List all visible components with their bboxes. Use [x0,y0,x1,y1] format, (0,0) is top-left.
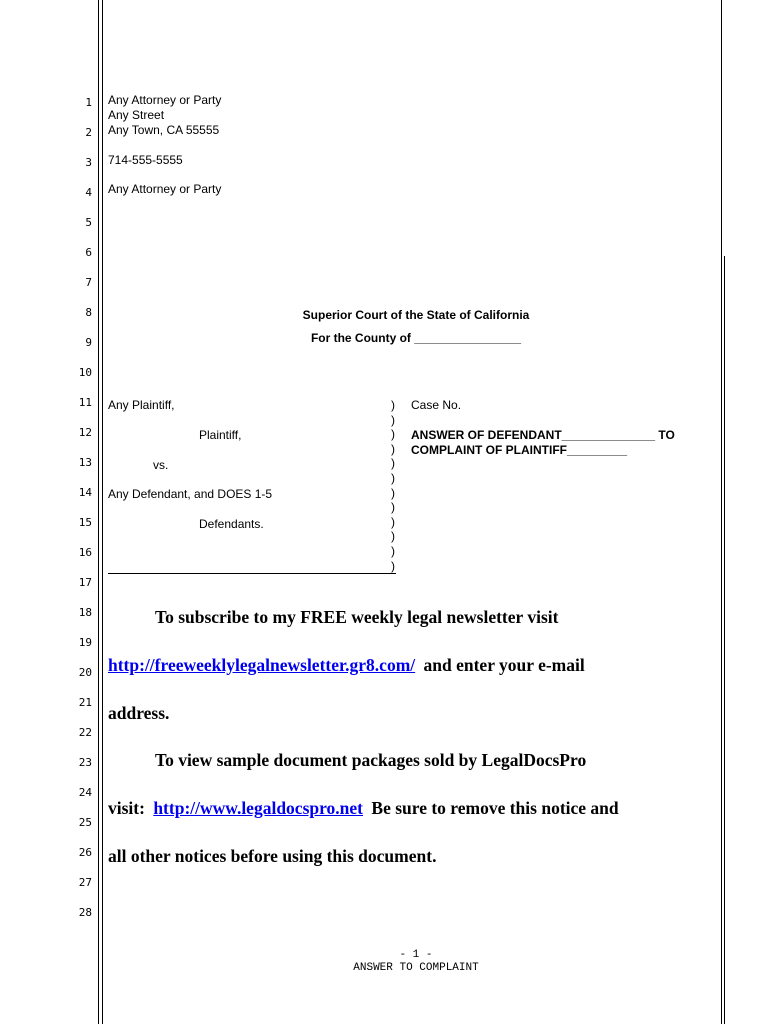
notice-line-5-prefix: visit: [108,798,145,818]
notice-line-2-text: and enter your e-mail [423,655,585,675]
notice-line-1: To subscribe to my FREE weekly legal newsletter visit [155,607,559,627]
line-number: 11 [78,396,92,409]
line-number: 3 [85,156,92,169]
caption-paren: ) [391,543,395,558]
plaintiff-name: Any Plaintiff, [108,398,175,412]
attorney-for: Any Attorney or Party [108,182,222,196]
caption-paren: ) [391,398,395,412]
newsletter-link[interactable]: http://freeweeklylegalnewsletter.gr8.com/ [108,655,416,675]
line-number: 7 [85,276,92,289]
line-number: 13 [78,456,92,469]
attorney-phone: 714-555-5555 [108,153,183,167]
line-number: 5 [85,216,92,229]
court-county: For the County of ________________ [310,331,522,345]
line-number: 4 [85,186,92,199]
document-title-line1: ANSWER OF DEFENDANT______________ TO [411,428,675,442]
line-number: 23 [78,756,92,769]
line-number: 9 [85,336,92,349]
document-title-line2: COMPLAINT OF PLAINTIFF_________ [411,443,628,457]
line-number: 25 [78,816,92,829]
line-number: 22 [78,726,92,739]
legaldocspro-link[interactable]: http://www.legaldocspro.net [153,798,364,818]
line-number: 14 [78,486,92,499]
caption-paren: ) [391,427,395,442]
line-number: 27 [78,876,92,889]
caption-parens [391,398,399,573]
line-number: 10 [78,366,92,379]
caption-paren: ) [391,456,395,471]
line-number: 8 [85,306,92,319]
line-number: 6 [85,246,92,259]
caption-paren: ) [391,558,395,573]
notice-line-4: To view sample document packages sold by LegalDocsPro [155,750,587,770]
line-number: 24 [78,786,92,799]
attorney-street: Any Street [108,108,165,122]
line-number: 18 [78,606,92,619]
notice-line-3: address. [108,703,170,723]
notice-line-5 [108,798,619,818]
left-margin-rule-1 [98,0,99,1024]
line-number: 1 [85,96,92,109]
caption-paren: ) [391,529,395,544]
caption-rule [108,573,396,574]
line-number: 17 [78,576,92,589]
notice-line-5-text: Be sure to remove this notice and [371,798,619,818]
attorney-name: Any Attorney or Party [108,93,222,107]
attorney-city: Any Town, CA 55555 [108,123,220,137]
caption-paren: ) [391,514,395,529]
caption-paren: ) [391,500,395,515]
right-margin-rule-2 [724,256,725,1024]
caption-paren: ) [391,485,395,500]
page-number: - 1 - [399,949,433,961]
versus-label: vs. [153,458,169,472]
notice-line-6: all other notices before using this document. [108,846,437,866]
line-number: 19 [78,636,92,649]
left-margin-rule-2 [102,0,103,1024]
caption-paren: ) [391,470,395,485]
footer-title: ANSWER TO COMPLAINT [353,962,479,974]
line-number: 26 [78,846,92,859]
defendant-name: Any Defendant, and DOES 1-5 [108,487,273,501]
line-number: 16 [78,546,92,559]
line-number: 28 [78,906,92,919]
line-number: 21 [78,696,92,709]
caption-paren: ) [391,441,395,456]
court-name: Superior Court of the State of California [302,308,530,322]
caption-paren: ) [391,412,395,427]
right-margin-rule-1 [721,0,722,1024]
line-number: 20 [78,666,92,679]
notice-line-2 [108,655,585,675]
line-number: 2 [85,126,92,139]
line-number: 12 [78,426,92,439]
defendant-role: Defendants. [199,517,264,531]
plaintiff-role: Plaintiff, [199,428,242,442]
line-number: 15 [78,516,92,529]
case-number-label: Case No. [411,398,462,412]
